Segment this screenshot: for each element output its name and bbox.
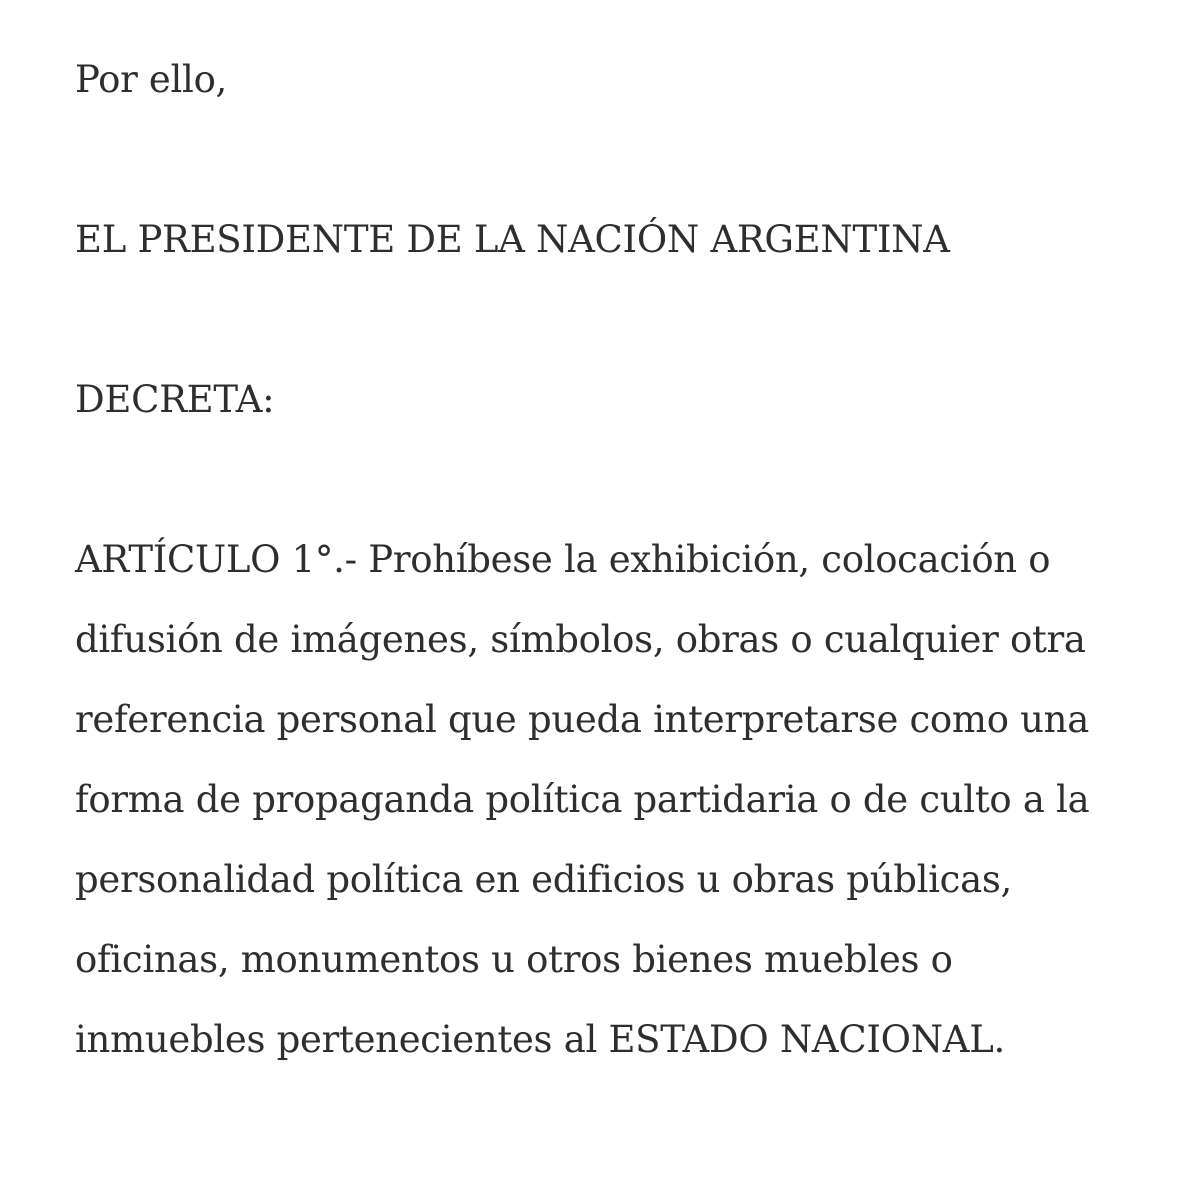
document-body [75, 40, 1145, 1080]
decree-heading: DECRETA: [75, 378, 275, 421]
intro-text: Por ello, [75, 58, 228, 101]
authority-heading: EL PRESIDENTE DE LA NACIÓN ARGENTINA [75, 218, 950, 261]
article-1-text: ARTÍCULO 1°.- Prohíbese la exhibición, colocación o difusión de imágenes, símbolos, obras o cualquier otra referencia personal que pueda interpretarse como una forma de propaganda política partidaria o de culto a la personalidad política en edificios u obras públicas, oficinas, monumentos u otros bienes muebles o inmuebles pertenecientes al ESTADO NACIONAL. [75, 538, 1090, 1061]
